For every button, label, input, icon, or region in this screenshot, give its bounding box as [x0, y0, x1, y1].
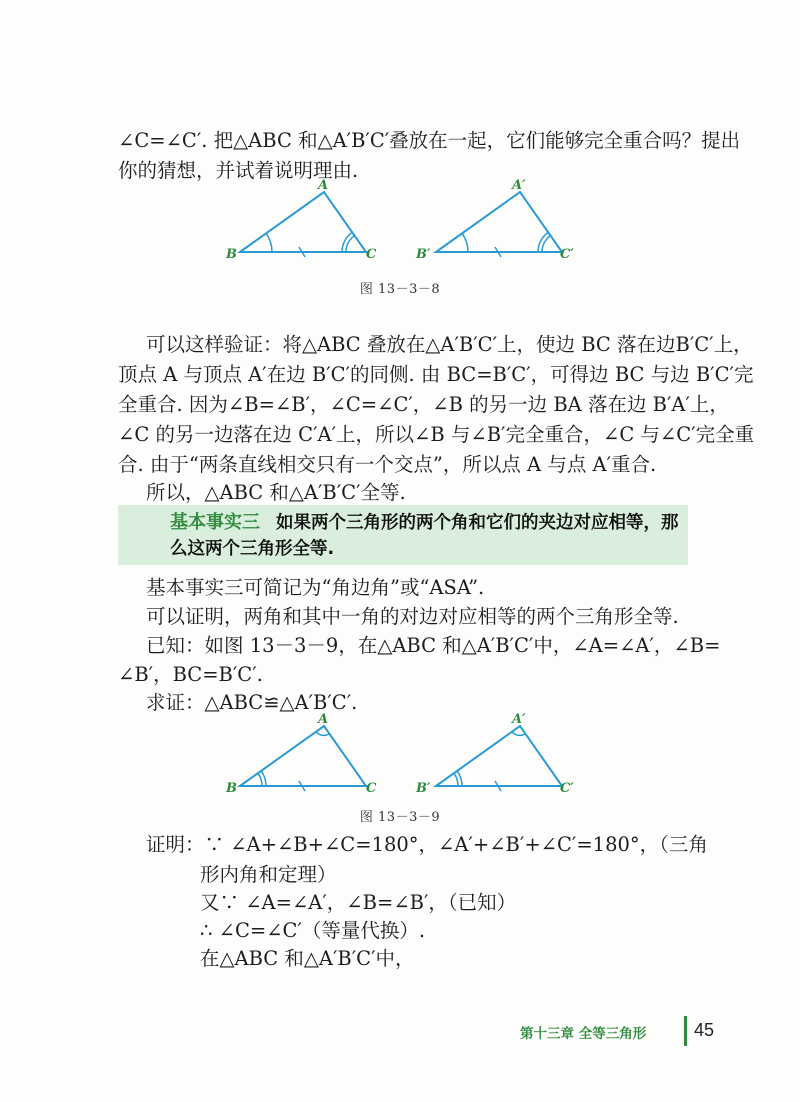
vertex-label-c: C	[366, 781, 377, 796]
page-number: 45	[694, 1020, 715, 1040]
figure-13-3-8	[220, 178, 580, 273]
figure-caption: 图 13－3－8	[359, 282, 441, 297]
footer-divider	[684, 1016, 687, 1046]
vertex-label-b: B	[226, 781, 237, 796]
basic-fact-text: 么这两个三角形全等.	[170, 539, 335, 559]
vertex-label-b-prime: B′	[416, 247, 431, 262]
figure-caption: 图 13－3－9	[359, 810, 441, 825]
paragraph-line: 顶点 A 与顶点 A′在边 B′C′的同侧. 由 BC=B′C′，可得边 BC 与边 B′C′完	[118, 363, 754, 386]
vertex-label-c-prime: C′	[560, 247, 574, 262]
basic-fact-label: 基本事实三	[170, 512, 260, 533]
chapter-title: 第十三章 全等三角形	[520, 1026, 647, 1042]
proof-line: ∴ ∠C=∠C′（等量代换）.	[200, 919, 426, 942]
vertex-label-b-prime: B′	[416, 781, 431, 796]
vertex-label-a: A	[318, 178, 329, 193]
triangle-a-prime	[415, 178, 574, 262]
paragraph-line: 基本事实三可简记为“角边角”或“ASA”.	[146, 576, 485, 599]
proof-line: 又∵ ∠A=∠A′，∠B=∠B′，（已知）	[200, 891, 517, 914]
paragraph-line: 所以，△ABC 和△A′B′C′全等.	[146, 481, 406, 504]
triangle-abc	[225, 178, 377, 262]
paragraph-line: 求证：△ABC≌△A′B′C′.	[146, 691, 358, 714]
basic-fact-box	[118, 505, 688, 565]
vertex-label-a: A	[318, 712, 329, 727]
paragraph-line: 已知：如图 13－3－9，在△ABC 和△A′B′C′中，∠A=∠A′，∠B=	[146, 634, 721, 657]
paragraph-line: ∠B′，BC=B′C′.	[118, 663, 263, 686]
figure-13-3-9	[220, 712, 580, 807]
paragraph-line: ∠C 的另一边落在边 C′A′上，所以∠B 与∠B′完全重合，∠C 与∠C′完全重	[118, 423, 755, 446]
proof-line: 证明：∵ ∠A+∠B+∠C=180°，∠A′+∠B′+∠C′=180°，（三角	[146, 833, 708, 856]
vertex-label-a-prime: A′	[512, 712, 526, 727]
triangle-a-prime	[415, 712, 574, 796]
vertex-label-c: C	[366, 247, 377, 262]
proof-line: 在△ABC 和△A′B′C′中，	[200, 947, 415, 970]
vertex-label-c-prime: C′	[560, 781, 574, 796]
paragraph-line: 可以这样验证：将△ABC 叠放在△A′B′C′上，使边 BC 落在边B′C′上，	[146, 333, 753, 356]
paragraph-line: ∠C=∠C′. 把△ABC 和△A′B′C′叠放在一起，它们能够完全重合吗？提出	[118, 129, 741, 152]
paragraph-line: 你的猜想，并试着说明理由.	[118, 159, 359, 182]
paragraph-line: 可以证明，两角和其中一角的对边对应相等的两个三角形全等.	[146, 605, 679, 628]
paragraph-line: 合. 由于“两条直线相交只有一个交点”，所以点 A 与点 A′重合.	[118, 453, 657, 476]
proof-line: 形内角和定理）	[200, 863, 337, 886]
vertex-label-b: B	[226, 247, 237, 262]
basic-fact-text: 如果两个三角形的两个角和它们的夹边对应相等，那	[276, 513, 679, 533]
paragraph-line: 全重合. 因为∠B=∠B′，∠C=∠C′，∠B 的另一边 BA 落在边 B′A′上，	[118, 393, 729, 416]
vertex-label-a-prime: A′	[512, 178, 526, 193]
triangle-abc	[225, 712, 377, 796]
